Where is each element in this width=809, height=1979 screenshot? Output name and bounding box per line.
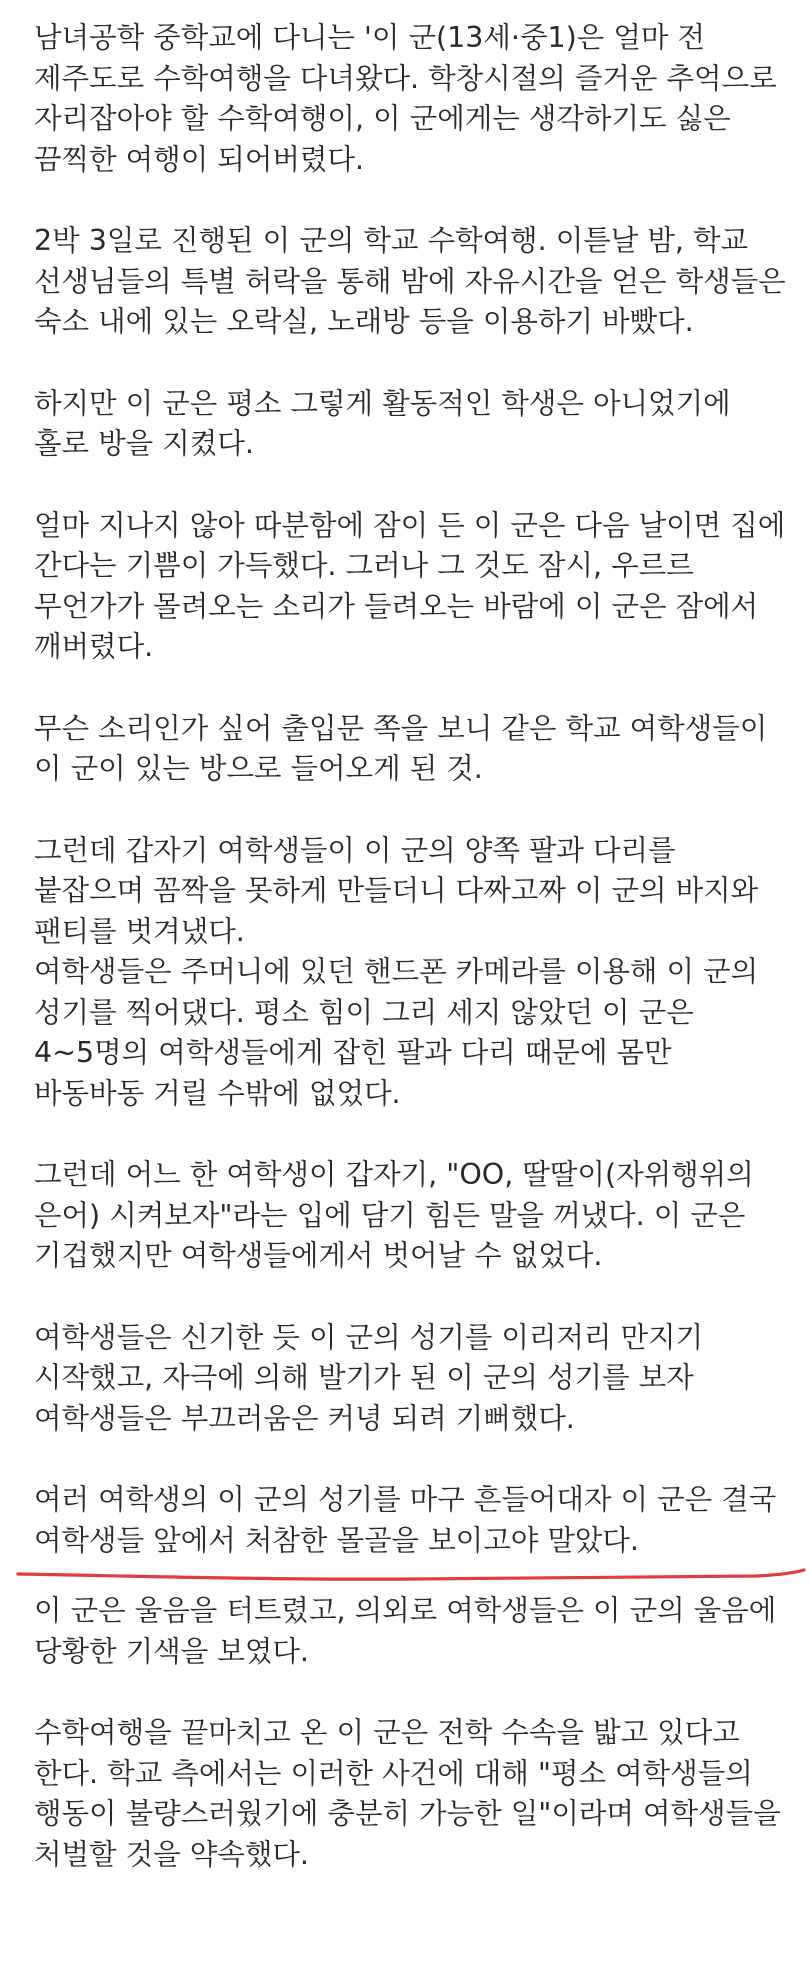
paragraph-6: 그런데 갑자기 여학생들이 이 군의 양쪽 팔과 다리를 붙잡으며 꼼짝을 못하게 만들더니 다짜고짜 이 군의 바지와 팬티를 벗겨냈다. xyxy=(34,833,759,948)
paragraph-9: 여학생들은 신기한 듯 이 군의 성기를 이리저리 만지기 시작했고, 자극에 의해 발기가 된 이 군의 성기를 보자 여학생들은 부끄러움은 커녕 되려 기뻐했다. xyxy=(34,1320,704,1435)
paragraph-8: 그런데 어느 한 여학생이 갑자기, "OO, 딸딸이(자위행위의 은어) 시켜보자"라는 입에 담기 힘든 말을 꺼냈다. 이 군은 기겁했지만 여학생들에게서 벗어날 수 없었다. xyxy=(34,1158,754,1272)
paragraph-1: 남녀공학 중학교에 다니는 '이 군(13세·중1)은 얼마 전 제주도로 수학여행을 다녀왔다. 학창시절의 즐거운 추억으로 자리잡아야 할 수학여행이, 이 군에게는 생각하기도 싫은 끔찍한 여행이 되어버렸다. xyxy=(34,21,777,176)
paragraph-3: 하지만 이 군은 평소 그렇게 활동적인 학생은 아니었기에 홀로 방을 지켰다. xyxy=(34,386,731,460)
paragraph-10: 여러 여학생의 이 군의 성기를 마구 흔들어대자 이 군은 결국 여학생들 앞에서 처참한 몰골을 보이고야 말았다. xyxy=(34,1483,777,1557)
red-underline-annotation xyxy=(16,1566,806,1590)
paragraph-5: 무슨 소리인가 싶어 출입문 쪽을 보니 같은 학교 여학생들이 이 군이 있는 방으로 들어오게 된 것. xyxy=(34,711,768,785)
article-body xyxy=(34,18,786,1916)
paragraph-2: 2박 3일로 진행된 이 군의 학교 수학여행. 이튿날 밤, 학교 선생님들의 특별 허락을 통해 밤에 자유시간을 얻은 학생들은 숙소 내에 있는 오락실, 노래방 등을 이용하기 바빴다. xyxy=(34,224,786,338)
paragraph-7: 여학생들은 주머니에 있던 핸드폰 카메라를 이용해 이 군의 성기를 찍어댔다. 평소 힘이 그리 세지 않았던 이 군은 4~5명의 여학생들에게 잡힌 팔과 다리 때문에 몸만 바동바동 거릴 수밖에 없었다. xyxy=(34,955,759,1110)
highlighted-passage xyxy=(34,1480,786,1561)
paragraph-12: 수학여행을 끝마치고 온 이 군은 전학 수속을 밟고 있다고 한다. 학교 측에서는 이러한 사건에 대해 "평소 여학생들의 행동이 불량스러웠기에 충분히 가능한 일"이라며 여학생들을 처벌할 것을 약속했다. xyxy=(34,1716,781,1871)
paragraph-11: 이 군은 울음을 터트렸고, 의외로 여학생들은 이 군의 울음에 당황한 기색을 보였다. xyxy=(34,1594,777,1668)
paragraph-4: 얼마 지나지 않아 따분함에 잠이 든 이 군은 다음 날이면 집에 간다는 기쁨이 가득했다. 그러나 그 것도 잠시, 우르르 무언가가 몰려오는 소리가 들려오는 바람에 이 군은 잠에서 깨버렸다. xyxy=(34,508,786,663)
